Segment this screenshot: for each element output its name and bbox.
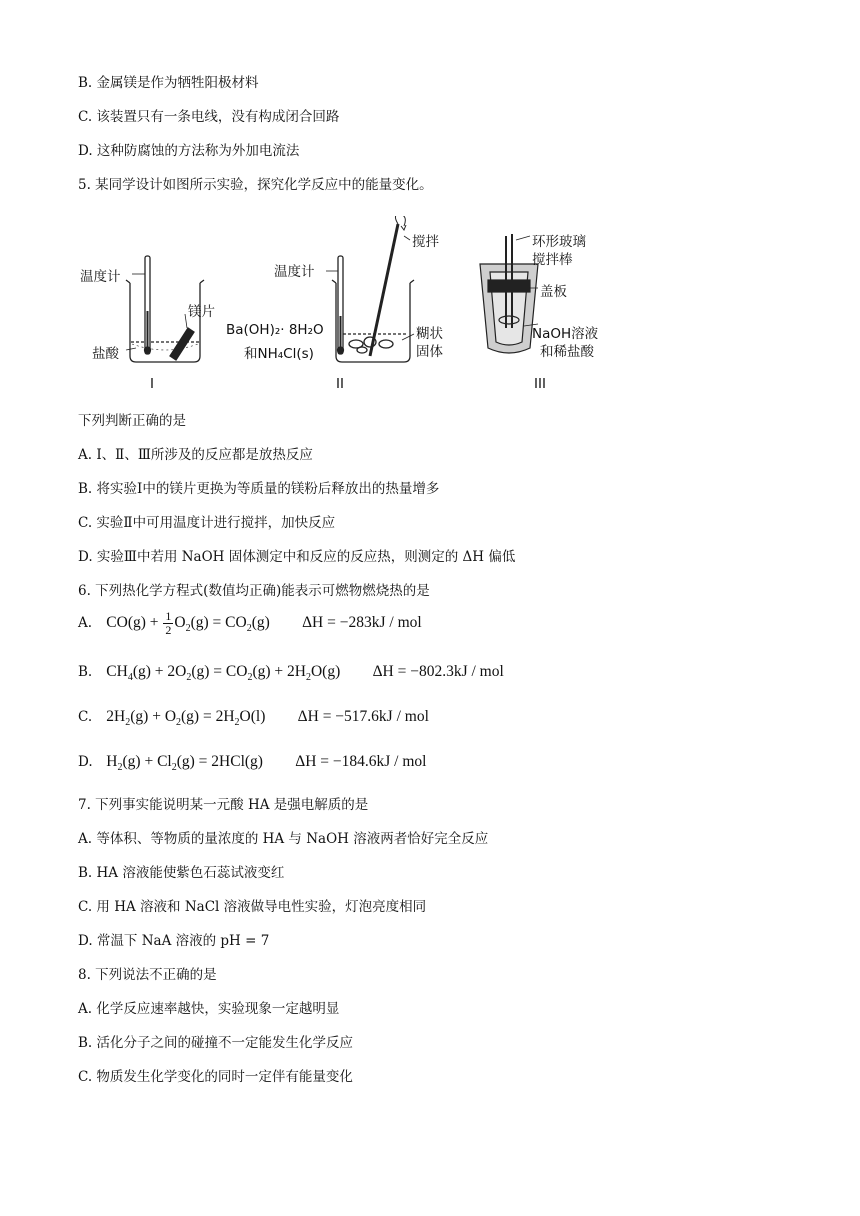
q5-question: 5. 某同学设计如图所示实验，探究化学反应中的能量变化。 (78, 177, 433, 193)
q6-option-c-equation: $2H_2(g) + O_2(g) = 2H_2O(l)$ (106, 708, 266, 729)
q8-option-a: A. 化学反应速率越快，实验现象一定越明显 (78, 1001, 340, 1017)
calorimeter (480, 234, 538, 353)
q6-option-c-enthalpy: ΔH = −517.6kJ / mol (297, 708, 429, 725)
q8-option-c: C. 物质发生化学变化的同时一定伴有能量变化 (78, 1069, 353, 1085)
q6-option-c-tag: C. (78, 709, 93, 725)
q7-question: 7. 下列事实能说明某一元酸 HA 是强电解质的是 (78, 797, 369, 813)
label-magnesium: 镁片 (188, 304, 215, 320)
q6-option-b (78, 663, 504, 683)
label-thermometer-2: 温度计 (274, 264, 315, 280)
label-ring-rod-1: 环形玻璃 (532, 234, 586, 250)
q5-option-d: D. 实验Ⅲ中若用 NaOH 固体测定中和反应的反应热，则测定的 ΔH 偏低 (78, 549, 516, 565)
q6-option-b-enthalpy: ΔH = −802.3kJ / mol (372, 663, 504, 680)
label-lid: 盖板 (540, 284, 567, 300)
q7-option-a: A. 等体积、等物质的量浓度的 HA 与 NaOH 溶液两者恰好完全反应 (78, 831, 489, 847)
q7-option-d: D. 常温下 NaA 溶液的 pH = 7 (78, 933, 270, 949)
q4-option-b: B. 金属镁是作为牺牲阳极材料 (78, 75, 259, 91)
q6-option-a-tag: A. (78, 615, 93, 632)
q5-option-b: B. 将实验Ⅰ中的镁片更换为等质量的镁粉后释放出的热量增多 (78, 481, 440, 497)
label-iii: III (534, 376, 546, 392)
q4-option-c: C. 该装置只有一条电线，没有构成闭合回路 (78, 109, 340, 125)
q6-option-b-equation: $CH_4(g) + 2O_2(g) = CO_2(g) + 2H_2O(g)$ (106, 663, 341, 684)
label-i: I (150, 376, 154, 392)
label-paste-2: 固体 (416, 344, 443, 360)
label-solution-2: 和稀盐酸 (540, 344, 594, 360)
q6-option-a (78, 610, 422, 637)
q6-question: 6. 下列热化学方程式(数值均正确)能表示可燃物燃烧热的是 (78, 583, 430, 599)
q6-option-d-enthalpy: ΔH = −184.6kJ / mol (295, 753, 427, 770)
q7-option-b: B. HA 溶液能使紫色石蕊试液变红 (78, 865, 285, 881)
q8-option-b: B. 活化分子之间的碰撞不一定能发生化学反应 (78, 1035, 354, 1051)
label-reagent-2: 和NH₄Cl(s) (244, 346, 314, 362)
experiment-figure (70, 216, 630, 401)
q5-option-a: A. Ⅰ、Ⅱ、Ⅲ所涉及的反应都是放热反应 (78, 447, 313, 463)
q6-option-a-equation: CO(g) + $\frac{1}{2}$ $O_2(g) = CO_2(g)$ (106, 609, 270, 637)
q7-option-c: C. 用 HA 溶液和 NaCl 溶液做导电性实验，灯泡亮度相同 (78, 899, 427, 915)
label-ii: II (336, 376, 344, 392)
label-paste-1: 糊状 (416, 326, 443, 342)
label-reagent-1: Ba(OH)₂· 8H₂O (226, 322, 324, 338)
q6-option-c (78, 708, 429, 728)
q6-option-d-tag: D. (78, 754, 93, 770)
label-solution-1: NaOH溶液 (532, 326, 599, 342)
beaker-2 (326, 216, 414, 362)
label-ring-rod-2: 搅拌棒 (532, 252, 573, 268)
q6-option-b-tag: B. (78, 664, 93, 680)
label-hcl: 盐酸 (92, 346, 119, 362)
label-thermometer-1: 温度计 (80, 269, 121, 285)
q5-option-c: C. 实验Ⅱ中可用温度计进行搅拌，加快反应 (78, 515, 336, 531)
q6-option-d (78, 753, 426, 773)
q6-option-d-equation: $H_2(g) + Cl_2(g) = 2HCl(g)$ (106, 753, 263, 774)
q8-question: 8. 下列说法不正确的是 (78, 967, 217, 983)
label-stir: 搅拌 (412, 234, 439, 250)
q4-option-d: D. 这种防腐蚀的方法称为外加电流法 (78, 143, 300, 159)
q6-option-a-enthalpy: ΔH = −283kJ / mol (302, 614, 422, 632)
q5-stem: 下列判断正确的是 (78, 413, 186, 429)
